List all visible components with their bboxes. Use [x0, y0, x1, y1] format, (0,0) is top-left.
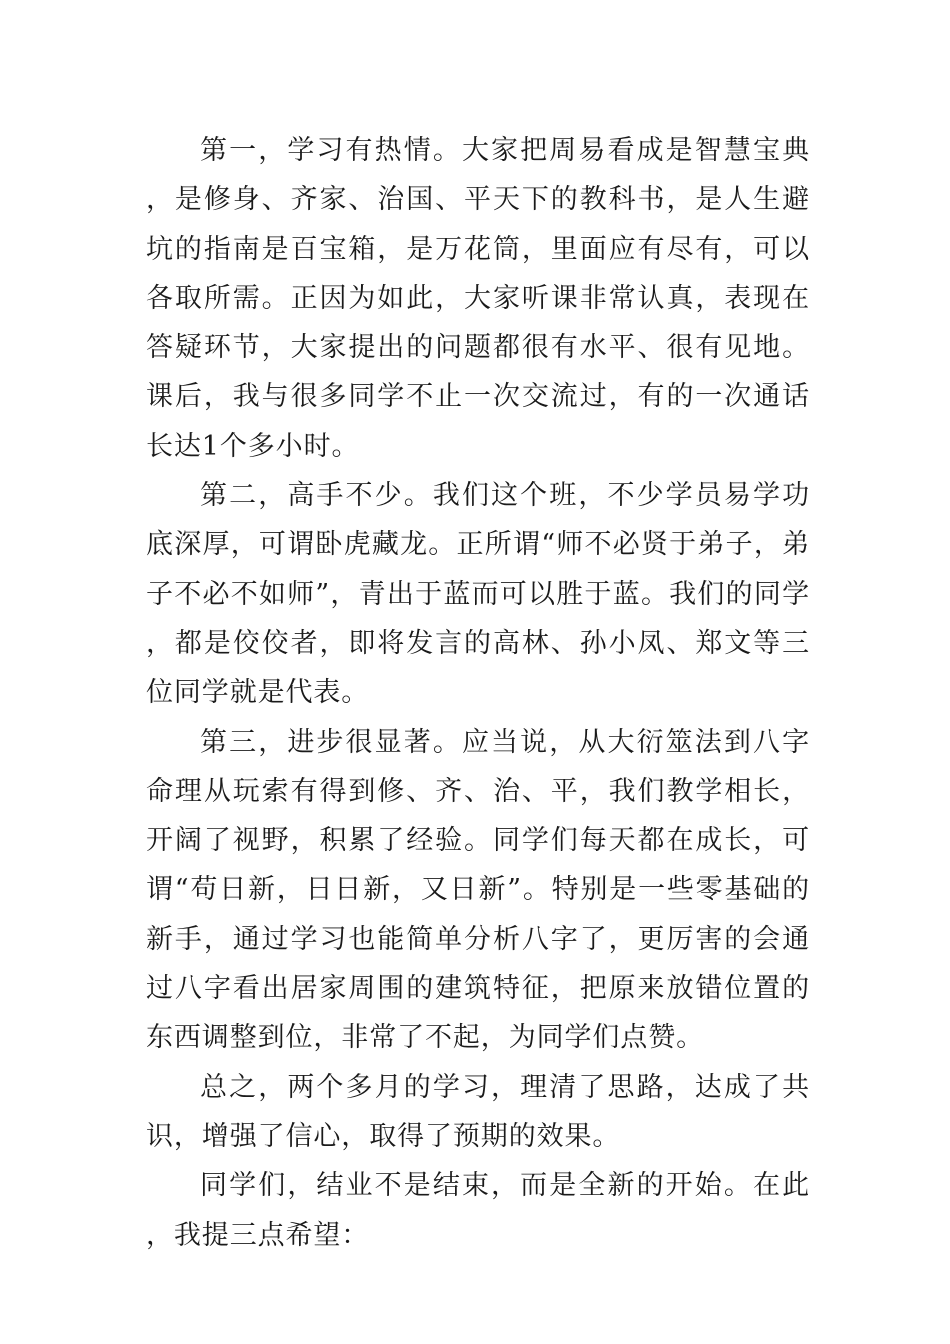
paragraph-first-point: 第一，学习有热情。大家把周易看成是智慧宝典，是修身、齐家、治国、平天下的教科书，是人生避坑的指南是百宝箱，是万花筒，里面应有尽有，可以各取所需。正因为如此，大家听课非常认真，表现在答疑环节，大家提出的问题都很有水平、很有见地。课后，我与很多同学不止一次交流过，有的一次通话长达1个多小时。 [146, 135, 810, 462]
paragraph-second-point: 第二，高手不少。我们这个班，不少学员易学功底深厚，可谓卧虎藏龙。正所谓“师不必贤于弟子，弟子不必不如师”，青出于蓝而可以胜于蓝。我们的同学，都是佼佼者，即将发言的高林、孙小凤、郑文等三位同学就是代表。 [146, 480, 810, 709]
paragraph-third-point: 第三，进步很显著。应当说，从大衍筮法到八字命理从玩索有得到修、齐、治、平，我们教学相长，开阔了视野，积累了经验。同学们每天都在成长，可谓“苟日新，日日新，又日新”。特别是一些零基础的新手，通过学习也能简单分析八字了，更厉害的会通过八字看出居家周围的建筑特征，把原来放错位置的东西调整到位，非常了不起，为同学们点赞。 [146, 726, 810, 1054]
paragraph-summary: 总之，两个多月的学习，理清了思路，达成了共识，增强了信心，取得了预期的效果。 [146, 1071, 810, 1152]
document-body [146, 126, 810, 1260]
paragraph-hopes-intro: 同学们，结业不是结束，而是全新的开始。在此，我提三点希望： [146, 1170, 810, 1251]
